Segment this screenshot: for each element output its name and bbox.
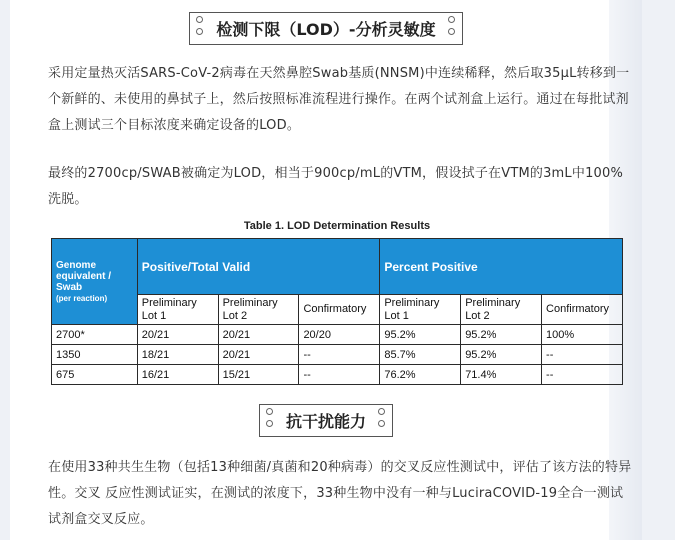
section-heading-lod bbox=[189, 12, 462, 45]
section-heading-interference-wrap bbox=[10, 404, 642, 437]
subheader-cell: Confirmatory bbox=[299, 295, 380, 325]
table-cell: 2700* bbox=[52, 325, 138, 345]
table-cell: 85.7% bbox=[380, 345, 461, 365]
table-cell: 71.4% bbox=[461, 365, 542, 385]
table-cell: -- bbox=[299, 345, 380, 365]
header-genome-equivalent bbox=[52, 239, 138, 325]
table-caption: Table 1. LOD Determination Results bbox=[243, 220, 431, 232]
table-row bbox=[52, 325, 623, 345]
subheader-cell: Preliminary Lot 2 bbox=[218, 295, 299, 325]
lod-results-table bbox=[51, 238, 623, 385]
subheader-cell: Preliminary Lot 1 bbox=[380, 295, 461, 325]
decor-dots-icon bbox=[196, 16, 204, 40]
table-cell: 20/20 bbox=[299, 325, 380, 345]
header-genome-label: Genome equivalent / Swab bbox=[56, 259, 112, 293]
interference-paragraph: 在使用33种共生生物（包括13种细菌/真菌和20种病毒）的交叉反应性测试中，评估了该方法的特异性。交叉 反应性测试证实，在测试的浓度下，33种生物中没有一种与LuciraCOVID-19全合一测试试剂盒交叉反应。 bbox=[48, 460, 632, 527]
table-row bbox=[52, 365, 623, 385]
subheader-cell: Confirmatory bbox=[542, 295, 623, 325]
lod-paragraph-1: 采用定量热灭活SARS-CoV-2病毒在天然鼻腔Swab基质(NNSM)中连续稀释，然后取35μL转移到一个新鲜的、未使用的鼻拭子上，然后按照标准流程进行操作。在两个试剂盒上运行。通过在每批试剂盒上测试三个目标浓度来确定设备的LOD。 bbox=[48, 66, 630, 133]
table-cell: 675 bbox=[52, 365, 138, 385]
section-title-lod: 检测下限（LOD）-分析灵敏度 bbox=[216, 20, 436, 39]
table-cell: 15/21 bbox=[218, 365, 299, 385]
header-positive-total: Positive/Total Valid bbox=[137, 239, 380, 295]
subheader-cell: Preliminary Lot 1 bbox=[137, 295, 218, 325]
article-page bbox=[10, 0, 642, 540]
decor-dots-icon bbox=[448, 16, 456, 40]
table-cell: 20/21 bbox=[218, 345, 299, 365]
table-row bbox=[52, 345, 623, 365]
lod-paragraph-2: 最终的2700cp/SWAB被确定为LOD，相当于900cp/mL的VTM，假设拭子在VTM的3mL中100%洗脱。 bbox=[48, 166, 624, 207]
table-cell: 1350 bbox=[52, 345, 138, 365]
table-cell: 95.2% bbox=[380, 325, 461, 345]
section-heading-lod-wrap bbox=[10, 12, 642, 45]
table-cell: 18/21 bbox=[137, 345, 218, 365]
header-genome-sub: (per reaction) bbox=[56, 293, 108, 303]
table-cell: 95.2% bbox=[461, 325, 542, 345]
table-cell: 20/21 bbox=[137, 325, 218, 345]
table-cell: 20/21 bbox=[218, 325, 299, 345]
table-cell: -- bbox=[299, 365, 380, 385]
section-title-interference: 抗干扰能力 bbox=[285, 412, 366, 431]
section-heading-interference bbox=[259, 404, 393, 437]
table-cell: 100% bbox=[542, 325, 623, 345]
table-cell: 76.2% bbox=[380, 365, 461, 385]
table-cell: 16/21 bbox=[137, 365, 218, 385]
table-cell: -- bbox=[542, 365, 623, 385]
table-cell: 95.2% bbox=[461, 345, 542, 365]
header-percent-positive: Percent Positive bbox=[380, 239, 623, 295]
decor-dots-icon bbox=[266, 408, 274, 432]
subheader-cell: Preliminary Lot 2 bbox=[461, 295, 542, 325]
table-cell: -- bbox=[542, 345, 623, 365]
decor-dots-icon bbox=[378, 408, 386, 432]
